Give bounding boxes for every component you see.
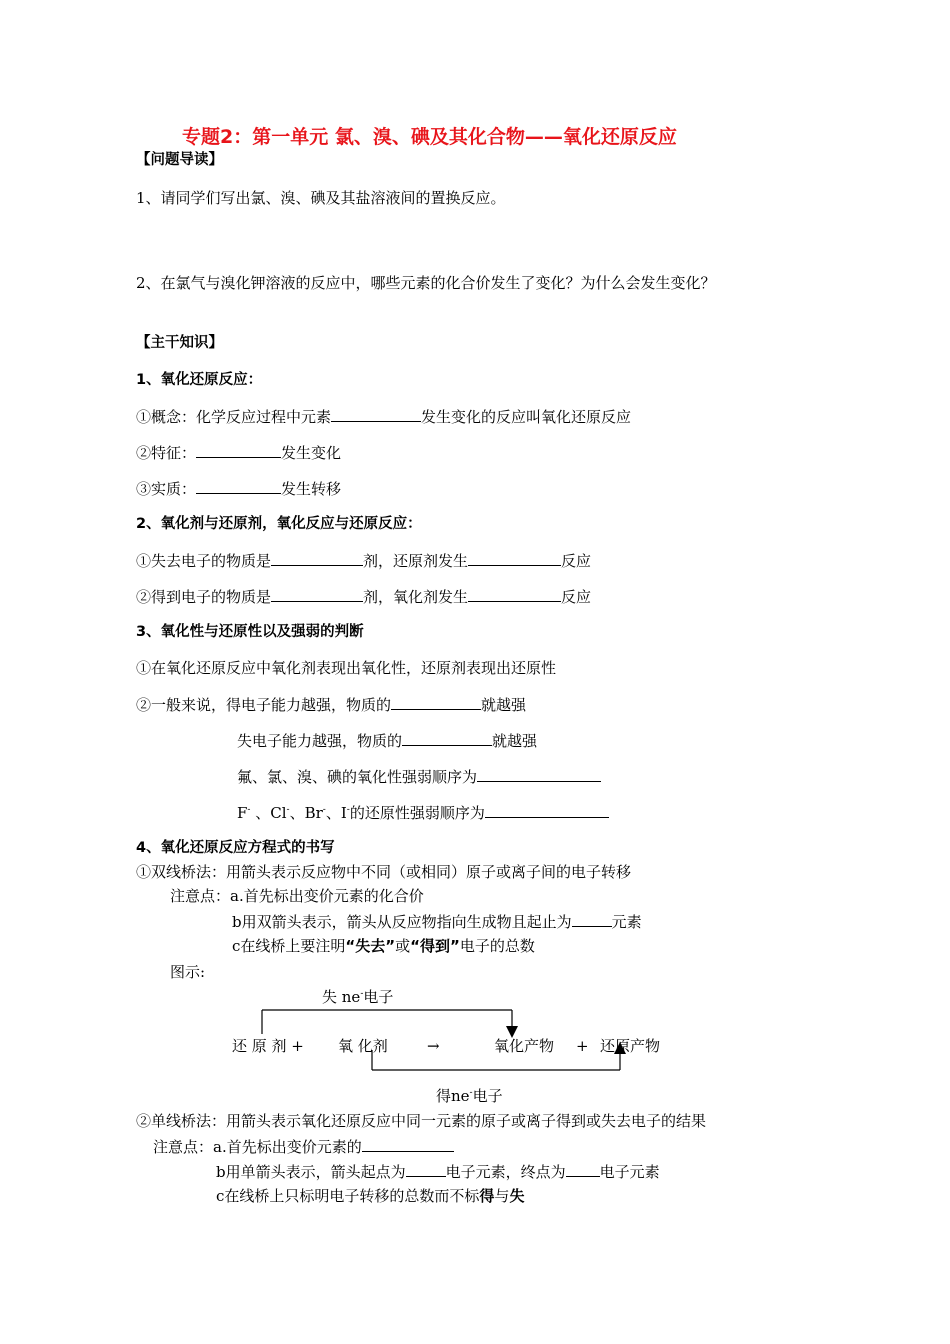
page-title: 专题2：第一单元 氯、溴、碘及其化合物——氧化还原反应: [182, 126, 677, 148]
charge: -: [286, 805, 290, 815]
fill-blank: [566, 1161, 600, 1177]
reduction-product-label: 还原产物: [600, 1037, 661, 1055]
line-text: c在线桥上只标明电子转移的总数而不标: [216, 1187, 480, 1205]
section-3-heading: 3、氧化性与还原性以及强弱的判断: [136, 624, 364, 640]
line-text: 与: [494, 1187, 510, 1205]
gain-electron-label: [436, 1086, 503, 1106]
oxidation-product-label: 氧化产物: [494, 1037, 555, 1055]
line-text: 就越强: [492, 732, 538, 750]
single-note-b: [216, 1161, 660, 1182]
single-note-a: [153, 1136, 454, 1157]
line-text: 就越强: [481, 696, 527, 714]
line-text: 或: [395, 937, 411, 955]
ion-f: F: [237, 804, 248, 822]
label-text: 失 ne: [322, 988, 361, 1006]
line-text: 氟、氯、溴、碘的氧化性强弱顺序为: [237, 768, 478, 786]
line-text: ②得到电子的物质是: [136, 588, 272, 606]
lose-bridge: [262, 1010, 518, 1038]
charge: -: [247, 805, 251, 815]
ion-i: 、I: [325, 804, 347, 822]
feature-text: ②特征：: [136, 444, 197, 462]
reaction-arrow: →: [427, 1037, 440, 1055]
essence-text: ③实质：: [136, 480, 197, 498]
feature-text-end: 发生变化: [281, 444, 342, 462]
note-a: 注意点：a.首先标出变价元素的化合价: [170, 887, 424, 905]
reductant-label: 还 原 剂 +: [232, 1037, 304, 1055]
guide-question-1: 1、请同学们写出氯、溴、碘及其盐溶液间的置换反应。: [136, 189, 506, 207]
line-text: b用单箭头表示，箭头起点为: [216, 1163, 406, 1181]
charge: -: [469, 1088, 473, 1098]
line-text: ②一般来说，得电子能力越强，物质的: [136, 696, 392, 714]
fill-blank: [406, 1161, 446, 1177]
line-text: 失电子能力越强，物质的: [237, 732, 403, 750]
line-text: 注意点：a.首先标出变价元素的: [153, 1138, 362, 1156]
single-bridge-line: ②单线桥法：用箭头表示氧化还原反应中同一元素的原子或离子得到或失去电子的结果: [136, 1112, 707, 1130]
charge: -: [322, 805, 326, 815]
emph-gain: “得到”: [410, 937, 460, 955]
concept-text-end: 发生变化的反应叫氧化还原反应: [421, 408, 632, 426]
line-text: 电子元素，终点为: [445, 1163, 566, 1181]
section-2-heading: 2、氧化剂与还原剂，氧化反应与还原反应：: [136, 516, 422, 532]
guide-question-2: 2、在氯气与溴化钾溶液的反应中，哪些元素的化合价发生了变化？为什么会发生变化？: [136, 274, 716, 292]
s3-line-1: ①在氧化还原反应中氧化剂表现出氧化性，还原剂表现出还原性: [136, 659, 557, 677]
figure-label: 图示:: [170, 963, 206, 981]
single-note-c: [216, 1186, 524, 1206]
emph-gain: 得: [479, 1187, 495, 1205]
charge: -: [346, 805, 350, 815]
concept-text: ①概念：化学反应过程中元素: [136, 408, 332, 426]
emph-lose: “失去”: [345, 937, 396, 955]
emph-lose: 失: [509, 1187, 525, 1205]
double-bridge-line: ①双线桥法：用箭头表示反应物中不同（或相同）原子或离子间的电子转移: [136, 863, 632, 881]
section-4-heading: 4、氧化还原反应方程式的书写: [136, 840, 335, 856]
label-text: 得ne: [436, 1087, 470, 1105]
line-text: 电子元素: [599, 1163, 660, 1181]
line-text: 反应: [561, 588, 592, 606]
line-text: b用双箭头表示，箭头从反应物指向生成物且起止为: [232, 913, 572, 931]
line-text: ①失去电子的物质是: [136, 552, 272, 570]
guide-header: 【问题导读】: [136, 152, 223, 168]
plus-sign: +: [576, 1037, 589, 1055]
line-text: 的还原性强弱顺序为: [349, 804, 485, 822]
line-text: 剂，氧化剂发生: [363, 588, 469, 606]
knowledge-header: 【主干知识】: [136, 335, 223, 351]
label-text: 电子: [472, 1087, 503, 1105]
line-text: c在线桥上要注明: [232, 937, 346, 955]
line-text: 电子的总数: [459, 937, 535, 955]
essence-text-end: 发生转移: [281, 480, 342, 498]
oxidant-label: 氧 化剂: [338, 1037, 388, 1055]
lose-electron-label: [322, 987, 393, 1007]
fill-blank: [362, 1136, 454, 1152]
line-text: 剂，还原剂发生: [363, 552, 469, 570]
section-1-heading: 1、氧化还原反应：: [136, 372, 263, 388]
label-text: 电子: [363, 988, 394, 1006]
ion-cl: 、Cl: [255, 804, 287, 822]
line-text: 元素: [611, 913, 642, 931]
ion-br: 、Br: [289, 804, 323, 822]
line-text: 反应: [561, 552, 592, 570]
charge: -: [360, 989, 364, 999]
